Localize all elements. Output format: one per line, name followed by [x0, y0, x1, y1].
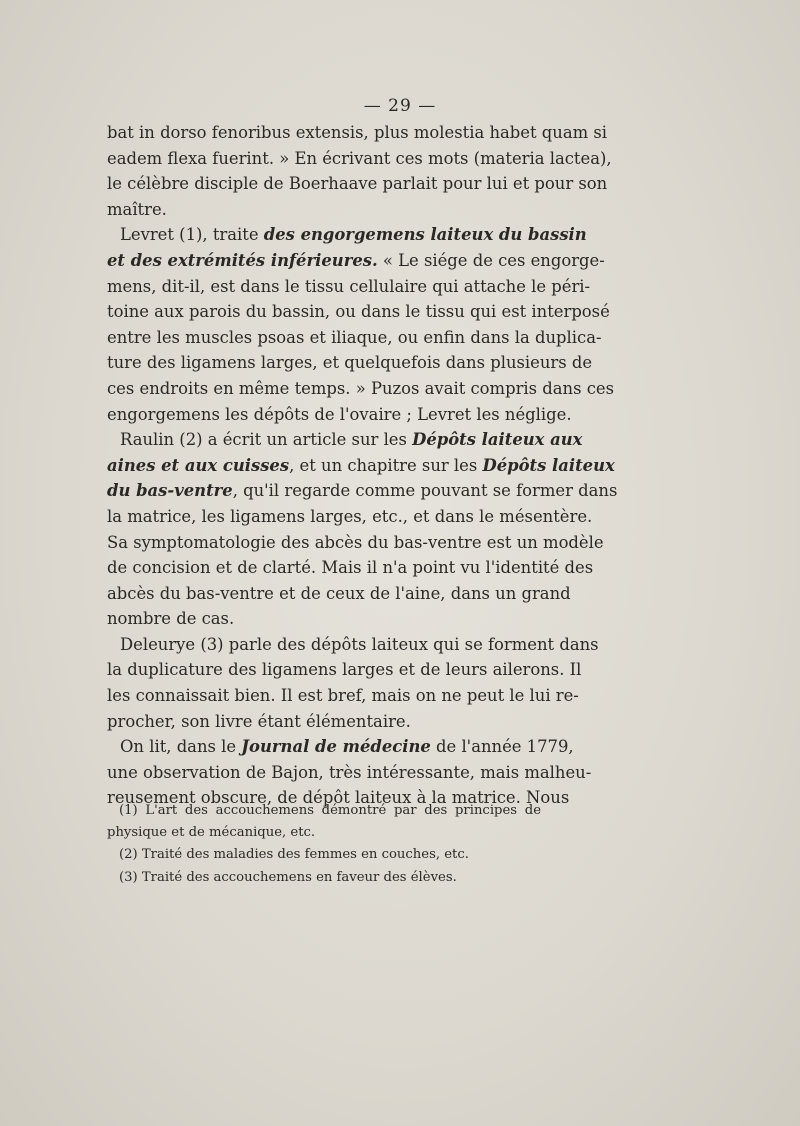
footnote: physique et de mécanique, etc. — [107, 825, 316, 841]
text-line: le célèbre disciple de Boerhaave parlait pour lui et pour son — [107, 174, 608, 194]
text-line: reusement obscure, de dépôt laiteux à la matrice. Nous — [107, 788, 570, 808]
book-title: aines et aux cuisses — [107, 455, 290, 475]
text-line: mens, dit-il, est dans le tissu cellulaire qui attache le péri- — [107, 276, 591, 296]
text-line: de concision et de clarté. Mais il n'a point vu l'identité des — [107, 558, 594, 578]
body-text — [107, 120, 618, 811]
footnote: (2) Traité des maladies des femmes en couches, etc. — [119, 847, 469, 863]
text-line: la duplicature des ligamens larges et de leurs ailerons. Il — [107, 660, 582, 680]
text-line: une observation de Bajon, très intéressante, mais malheu- — [107, 762, 592, 782]
text-line: abcès du bas-ventre et de ceux de l'aine, dans un grand — [107, 583, 571, 603]
text-line: nombre de cas. — [107, 609, 235, 629]
text-line: Deleurye (3) parle des dépôts laiteux qui se forment dans — [120, 634, 599, 654]
text-line: eadem flexa fuerint. » En écrivant ces mots (materia lactea), — [107, 148, 612, 168]
book-title: des engorgemens laiteux du bassin — [263, 225, 587, 245]
text-line: aines et aux cuisses, et un chapitre sur les Dépôts laiteux — [107, 455, 615, 475]
footnotes — [107, 800, 541, 889]
book-title: Dépôts laiteux aux — [412, 430, 583, 450]
footnote: (1) L'art des accouchemens démontré par des principes de — [119, 803, 541, 818]
text-line: la matrice, les ligamens larges, etc., et dans le mésentère. — [107, 506, 593, 526]
text-line: ces endroits en même temps. » Puzos avait compris dans ces — [107, 378, 615, 398]
text-line: maître. — [107, 199, 167, 219]
book-title: du bas-ventre — [107, 481, 233, 501]
text-line: Raulin (2) a écrit un article sur les Dépôts laiteux aux — [120, 430, 583, 450]
text-line: Levret (1), traite des engorgemens laiteux du bassin — [120, 225, 587, 245]
book-title: Journal de médecine — [241, 737, 431, 757]
footnote: (3) Traité des accouchemens en faveur des élèves. — [119, 869, 457, 885]
text-line: Sa symptomatologie des abcès du bas-ventre est un modèle — [107, 532, 604, 552]
text-line: procher, son livre étant élémentaire. — [107, 711, 411, 731]
page-number: — 29 — — [363, 96, 437, 116]
text-line: On lit, dans le Journal de médecine de l'année 1779, — [120, 737, 574, 757]
text-line: bat in dorso fenoribus extensis, plus molestia habet quam si — [107, 123, 607, 142]
text-line: les connaissait bien. Il est bref, mais on ne peut le lui re- — [107, 686, 579, 706]
text-line: engorgemens les dépôts de l'ovaire ; Levret les néglige. — [107, 404, 572, 424]
text-line: et des extrémités inférieures. « Le siége de ces engorge- — [107, 250, 605, 270]
text-line: entre les muscles psoas et iliaque, ou enfin dans la duplica- — [107, 327, 602, 347]
text-line: du bas-ventre, qu'il regarde comme pouvant se former dans — [107, 481, 618, 501]
text-line: ture des ligamens larges, et quelquefois dans plusieurs de — [107, 353, 593, 373]
book-title: Dépôts laiteux — [482, 455, 615, 475]
text-line: toine aux parois du bassin, ou dans le tissu qui est interposé — [107, 302, 610, 322]
book-title: et des extrémités inférieures. — [107, 250, 378, 270]
